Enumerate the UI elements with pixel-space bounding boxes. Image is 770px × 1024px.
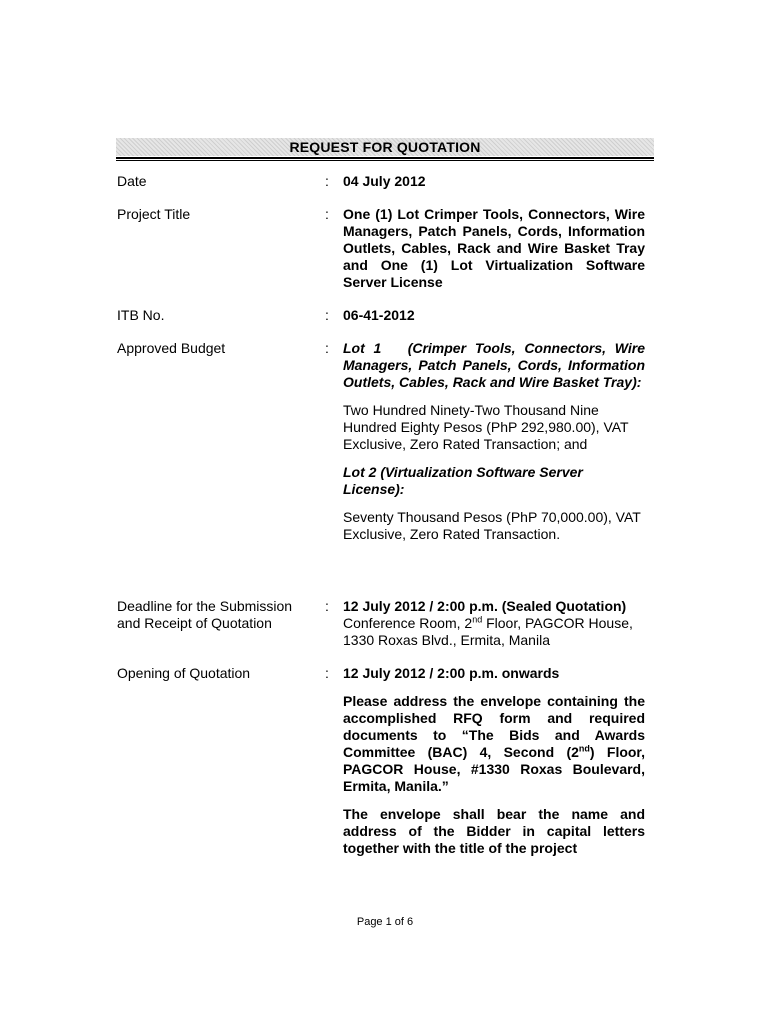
approved-budget-label: Approved Budget <box>117 340 226 356</box>
page-number: Page 1 of 6 <box>356 916 414 928</box>
project-title-colon: : <box>325 206 329 222</box>
opening-datetime: 12 July 2012 / 2:00 p.m. onwards <box>343 665 560 681</box>
document-title: REQUEST FOR QUOTATION <box>289 139 481 155</box>
approved-budget-colon: : <box>325 340 329 356</box>
approved-budget-value <box>343 340 649 543</box>
venue-suffix: Floor, PAGCOR House, <box>482 615 633 631</box>
lot1-amount: Two Hundred Ninety-Two Thousand Nine Hundred Eighty Pesos (PhP 292,980.00), VAT Exclusive, Zero Rated Transaction; and <box>343 402 629 452</box>
lot2-amount: Seventy Thousand Pesos (PhP 70,000.00), VAT Exclusive, Zero Rated Transaction. <box>343 509 641 542</box>
opening-label: Opening of Quotation <box>117 665 251 681</box>
envelope-address-instruction <box>343 693 645 795</box>
deadline-datetime: 12 July 2012 / 2:00 p.m. (Sealed Quotation) <box>343 598 627 614</box>
date-value: 04 July 2012 <box>343 173 426 189</box>
deadline-value <box>343 598 645 649</box>
deadline-venue-line1 <box>343 615 645 632</box>
instruction-ordinal: nd <box>578 743 590 754</box>
project-title-label: Project Title <box>117 206 191 222</box>
opening-colon: : <box>325 665 329 681</box>
deadline-label-line1: Deadline for the Submission <box>117 598 293 614</box>
itb-no-value: 06-41-2012 <box>343 307 415 323</box>
date-colon: : <box>325 173 329 189</box>
venue-prefix: Conference Room, 2 <box>343 615 473 631</box>
lot1-heading: Lot 1 (Crimper Tools, Connectors, Wire Managers, Patch Panels, Cords, Information Outlets, Cables, Rack and Wire Basket Tray): <box>343 340 649 390</box>
date-label: Date <box>117 173 147 189</box>
deadline-label-line2: and Receipt of Quotation <box>117 615 272 631</box>
itb-no-label: ITB No. <box>117 307 165 323</box>
deadline-colon: : <box>325 598 329 614</box>
instruction-suffix: ) Floor, PAGCOR House, #1330 Roxas Boulevard, Ermita, Manila.” <box>343 744 645 794</box>
opening-value <box>343 665 645 857</box>
instruction-prefix: Please address the envelope containing the accomplished RFQ form and required documents to “The Bids and Awards Committee (BAC) 4, Second (2 <box>343 693 645 760</box>
title-underline-thick <box>116 157 654 159</box>
venue-ordinal: nd <box>472 614 483 625</box>
itb-no-colon: : <box>325 307 329 323</box>
deadline-label <box>117 598 317 632</box>
title-banner <box>116 138 654 156</box>
title-underline-thin <box>116 160 654 161</box>
deadline-venue-line2: 1330 Roxas Blvd., Ermita, Manila <box>343 632 550 648</box>
envelope-note: The envelope shall bear the name and address of the Bidder in capital letters together with the title of the project <box>343 806 645 856</box>
lot2-heading: Lot 2 (Virtualization Software Server License): <box>343 464 583 497</box>
project-title-value: One (1) Lot Crimper Tools, Connectors, Wire Managers, Patch Panels, Cords, Information Outlets, Cables, Rack and Wire Basket Tray and One (1) Lot Virtualization Software Server License <box>343 206 645 290</box>
